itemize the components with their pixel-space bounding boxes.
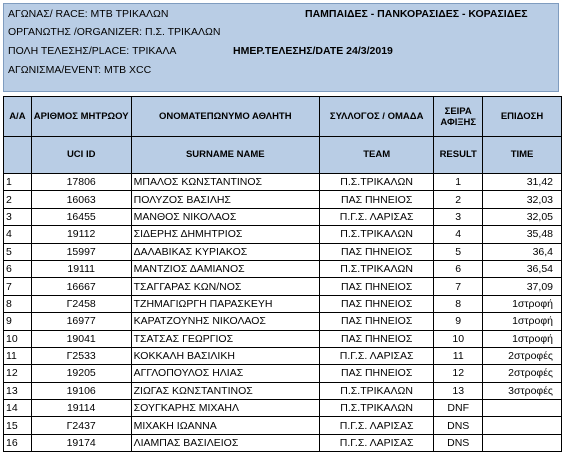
athlete-name-cell: ΜΠΑΛΟΣ ΚΩΝΣΤΑΝΤΙΝΟΣ	[131, 174, 319, 191]
result-cell: DNS	[434, 434, 483, 451]
time-cell	[483, 400, 562, 417]
place-label: ΠΟΛΗ ΤΕΛΕΣΗΣ/PLACE: ΤΡΙΚΑΛΑ	[8, 45, 177, 57]
athlete-name-cell: ΤΖΗΜΑΓΙΩΡΓΗ ΠΑΡΑΣΚΕΥΗ	[131, 295, 319, 312]
race-label: ΑΓΩΝΑΣ/ RACE: MTB ΤΡΙΚΑΛΩΝ	[8, 8, 169, 20]
athlete-name-cell: ΔΑΛΑΒΙΚΑΣ ΚΥΡΙΑΚΟΣ	[131, 243, 319, 260]
time-cell: 1στροφή	[483, 330, 562, 347]
col-registry: ΑΡΙΘΜΟΣ ΜΗΤΡΩΟΥ	[31, 97, 131, 137]
athlete-name-cell: ΣΟΥΓΚΑΡΗΣ ΜΙΧΑΗΛ	[131, 400, 319, 417]
col-order: ΣΕΙΡΑ ΑΦΙΞΗΣ	[434, 97, 483, 137]
athlete-name-cell: ΑΓΓΛΟΠΟΥΛΟΣ ΗΛΙΑΣ	[131, 365, 319, 382]
time-cell: 1στροφή	[483, 313, 562, 330]
team-cell: ΠΑΣ ΠΗΝΕΙΟΣ	[319, 191, 433, 208]
uci-id-cell: 19174	[31, 434, 131, 451]
result-cell: DNF	[434, 400, 483, 417]
rank-cell: 9	[4, 313, 32, 330]
col-team: ΣΥΛΛΟΓΟΣ / ΟΜΑΔΑ	[319, 97, 433, 137]
time-cell: 37,09	[483, 278, 562, 295]
col-performance: ΕΠΙΔΟΣΗ	[483, 97, 562, 137]
team-cell: ΠΑΣ ΠΗΝΕΙΟΣ	[319, 365, 433, 382]
col-team-en: TEAM	[319, 137, 433, 174]
table-row	[4, 278, 562, 295]
table-row	[4, 347, 562, 364]
time-cell: 1στροφή	[483, 295, 562, 312]
time-cell: 35,48	[483, 226, 562, 243]
rank-cell: 6	[4, 260, 32, 277]
athlete-name-cell: ΚΟΚΚΑΛΗ ΒΑΣΙΛΙΚΗ	[131, 347, 319, 364]
rank-cell: 12	[4, 365, 32, 382]
rank-cell: 13	[4, 382, 32, 399]
time-cell: 36,4	[483, 243, 562, 260]
table-row	[4, 400, 562, 417]
rank-cell: 1	[4, 174, 32, 191]
result-cell: 13	[434, 382, 483, 399]
rank-cell: 7	[4, 278, 32, 295]
uci-id-cell: 19111	[31, 260, 131, 277]
result-cell: 3	[434, 208, 483, 225]
result-cell: 2	[434, 191, 483, 208]
uci-id-cell: 19112	[31, 226, 131, 243]
athlete-name-cell: ΣΙΔΕΡΗΣ ΔΗΜΗΤΡΙΟΣ	[131, 226, 319, 243]
col-result: RESULT	[434, 137, 483, 174]
athlete-name-cell: ΖΙΩΓΑΣ ΚΩΝΣΤΑΝΤΙΝΟΣ	[131, 382, 319, 399]
uci-id-cell: 16977	[31, 313, 131, 330]
uci-id-cell: 19114	[31, 400, 131, 417]
category-label: ΠΑΜΠΑΙΔΕΣ - ΠΑΝΚΟΡΑΣΙΔΕΣ - ΚΟΡΑΣΙΔΕΣ	[305, 8, 528, 20]
header-row-greek	[4, 97, 562, 137]
date-label: ΗΜΕΡ.ΤΕΛΕΣΗΣ/DATE 24/3/2019	[233, 45, 393, 57]
rank-cell: 10	[4, 330, 32, 347]
rank-cell: 8	[4, 295, 32, 312]
athlete-name-cell: ΜΙΧΑΚΗ ΙΩΑΝΝΑ	[131, 417, 319, 434]
result-cell: 5	[434, 243, 483, 260]
athlete-name-cell: ΜΑΝΤΖΙΟΣ ΔΑΜΙΑΝΟΣ	[131, 260, 319, 277]
time-cell: 2στροφές	[483, 365, 562, 382]
team-cell: ΠΑΣ ΠΗΝΕΙΟΣ	[319, 295, 433, 312]
table-row	[4, 226, 562, 243]
rank-cell: 2	[4, 191, 32, 208]
team-cell: ΠΑΣ ΠΗΝΕΙΟΣ	[319, 278, 433, 295]
col-name: ΟΝΟΜΑΤΕΠΩΝΥΜΟ ΑΘΛΗΤΗ	[131, 97, 319, 137]
table-row	[4, 295, 562, 312]
rank-cell: 3	[4, 208, 32, 225]
time-cell: 32,05	[483, 208, 562, 225]
col-surname: SURNAME NAME	[131, 137, 319, 174]
header-row-english	[4, 137, 562, 174]
team-cell: ΠΑΣ ΠΗΝΕΙΟΣ	[319, 243, 433, 260]
team-cell: Π.Γ.Σ. ΛΑΡΙΣΑΣ	[319, 208, 433, 225]
rank-cell: 5	[4, 243, 32, 260]
team-cell: Π.Σ.ΤΡΙΚΑΛΩΝ	[319, 382, 433, 399]
team-cell: Π.Σ.ΤΡΙΚΑΛΩΝ	[319, 174, 433, 191]
table-row	[4, 174, 562, 191]
time-cell: 36,54	[483, 260, 562, 277]
uci-id-cell: 19106	[31, 382, 131, 399]
time-cell	[483, 417, 562, 434]
uci-id-cell: 15997	[31, 243, 131, 260]
result-cell: DNS	[434, 417, 483, 434]
rank-cell: 15	[4, 417, 32, 434]
table-row	[4, 365, 562, 382]
athlete-name-cell: ΜΑΝΘΟΣ ΝΙΚΟΛΑΟΣ	[131, 208, 319, 225]
uci-id-cell: 16455	[31, 208, 131, 225]
time-cell	[483, 434, 562, 451]
team-cell: ΠΑΣ ΠΗΝΕΙΟΣ	[319, 330, 433, 347]
col-aa: Α/Α	[4, 97, 32, 137]
uci-id-cell: Γ2458	[31, 295, 131, 312]
uci-id-cell: 17806	[31, 174, 131, 191]
result-cell: 8	[434, 295, 483, 312]
rank-cell: 16	[4, 434, 32, 451]
col-uci-id: UCI ID	[31, 137, 131, 174]
table-row	[4, 191, 562, 208]
result-cell: 7	[434, 278, 483, 295]
table-row	[4, 382, 562, 399]
uci-id-cell: Γ2533	[31, 347, 131, 364]
col-blank	[4, 137, 32, 174]
result-cell: 11	[434, 347, 483, 364]
result-cell: 10	[434, 330, 483, 347]
race-info-header	[3, 3, 559, 92]
col-time: TIME	[483, 137, 562, 174]
team-cell: Π.Γ.Σ. ΛΑΡΙΣΑΣ	[319, 434, 433, 451]
time-cell: 2στροφές	[483, 347, 562, 364]
table-row	[4, 434, 562, 451]
team-cell: Π.Σ.ΤΡΙΚΑΛΩΝ	[319, 226, 433, 243]
table-row	[4, 417, 562, 434]
result-cell: 4	[434, 226, 483, 243]
time-cell: 31,42	[483, 174, 562, 191]
event-label: ΑΓΩΝΙΣΜΑ/EVENT: MTB XCC	[8, 64, 152, 76]
rank-cell: 11	[4, 347, 32, 364]
athlete-name-cell: ΚΑΡΑΤΖΟΥΝΗΣ ΝΙΚΟΛΑΟΣ	[131, 313, 319, 330]
table-row	[4, 260, 562, 277]
athlete-name-cell: ΠΟΛΥΖΟΣ ΒΑΣΙΛΗΣ	[131, 191, 319, 208]
rank-cell: 4	[4, 226, 32, 243]
team-cell: Π.Γ.Σ. ΛΑΡΙΣΑΣ	[319, 417, 433, 434]
athlete-name-cell: ΛΙΑΜΠΑΣ ΒΑΣΙΛΕΙΟΣ	[131, 434, 319, 451]
team-cell: Π.Σ.ΤΡΙΚΑΛΩΝ	[319, 400, 433, 417]
team-cell: Π.Σ.ΤΡΙΚΑΛΩΝ	[319, 260, 433, 277]
uci-id-cell: 16063	[31, 191, 131, 208]
athlete-name-cell: ΤΣΑΤΣΑΣ ΓΕΩΡΓΙΟΣ	[131, 330, 319, 347]
table-row	[4, 330, 562, 347]
organizer-label: ΟΡΓΑΝΩΤΗΣ /ORGANIZER: Π.Σ. ΤΡΙΚΑΛΩΝ	[8, 26, 221, 38]
team-cell: Π.Γ.Σ. ΛΑΡΙΣΑΣ	[319, 347, 433, 364]
athlete-name-cell: ΤΣΑΓΓΑΡΑΣ ΚΩΝ/ΝΟΣ	[131, 278, 319, 295]
uci-id-cell: Γ2437	[31, 417, 131, 434]
time-cell: 32,03	[483, 191, 562, 208]
table-row	[4, 208, 562, 225]
results-table	[3, 96, 562, 452]
result-cell: 1	[434, 174, 483, 191]
table-row	[4, 243, 562, 260]
result-cell: 12	[434, 365, 483, 382]
table-row	[4, 313, 562, 330]
uci-id-cell: 19205	[31, 365, 131, 382]
rank-cell: 14	[4, 400, 32, 417]
uci-id-cell: 19041	[31, 330, 131, 347]
team-cell: ΠΑΣ ΠΗΝΕΙΟΣ	[319, 313, 433, 330]
result-cell: 6	[434, 260, 483, 277]
time-cell: 3στροφές	[483, 382, 562, 399]
uci-id-cell: 16667	[31, 278, 131, 295]
result-cell: 9	[434, 313, 483, 330]
